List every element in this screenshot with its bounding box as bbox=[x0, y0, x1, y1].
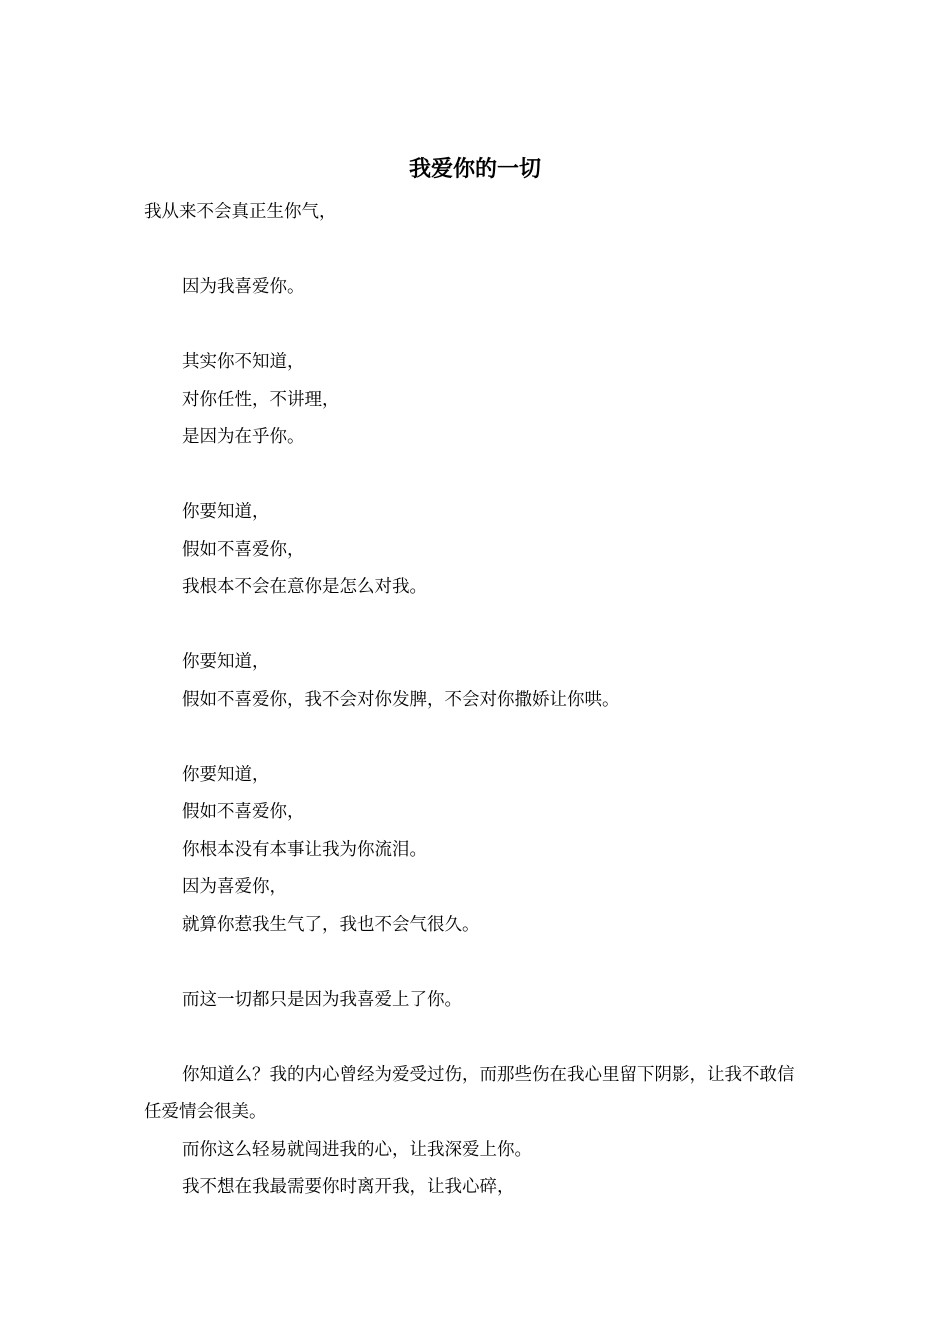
text-line: 假如不喜爱你，我不会对你发脾，不会对你撒娇让你哄。 bbox=[182, 689, 620, 710]
text-line: 你要知道， bbox=[182, 652, 270, 672]
text-line: 你要知道， bbox=[182, 764, 270, 785]
text-line: 对你任性，不讲理， bbox=[182, 389, 340, 410]
blank-line bbox=[144, 307, 804, 345]
text-line: 我不想在我最需要你时离开我，让我心碎， bbox=[182, 1177, 515, 1197]
text-line: 因为喜爱你， bbox=[182, 877, 287, 897]
text-line: 是因为在乎你。 bbox=[182, 427, 305, 447]
text-line: 而这一切都只是因为我喜爱上了你。 bbox=[182, 989, 462, 1010]
text-line: 其实你不知道， bbox=[182, 352, 305, 372]
document-body bbox=[144, 194, 804, 1207]
blank-line bbox=[144, 607, 804, 645]
text-line: 因为我喜爱你。 bbox=[182, 277, 305, 297]
blank-line bbox=[144, 232, 804, 270]
text-line: 你要知道， bbox=[182, 502, 270, 522]
document-title: 我爱你的一切 bbox=[408, 157, 541, 182]
text-line: 就算你惹我生气了，我也不会气很久。 bbox=[182, 914, 480, 935]
text-line: 假如不喜爱你， bbox=[182, 539, 305, 560]
blank-line bbox=[144, 719, 804, 757]
blank-line bbox=[144, 944, 804, 982]
blank-line bbox=[144, 457, 804, 495]
text-line: 而你这么轻易就闯进我的心，让我深爱上你。 bbox=[182, 1139, 532, 1160]
text-line: 我从来不会真正生你气， bbox=[144, 202, 337, 222]
text-line: 你根本没有本事让我为你流泪。 bbox=[182, 839, 427, 860]
text-paragraph: 你知道么？我的内心曾经为爱受过伤，而那些伤在我心里留下阴影，让我不敢信任爱情会很美。 bbox=[144, 1064, 795, 1122]
text-line: 假如不喜爱你， bbox=[182, 802, 305, 822]
blank-line bbox=[144, 1019, 804, 1057]
text-line: 我根本不会在意你是怎么对我。 bbox=[182, 577, 427, 597]
